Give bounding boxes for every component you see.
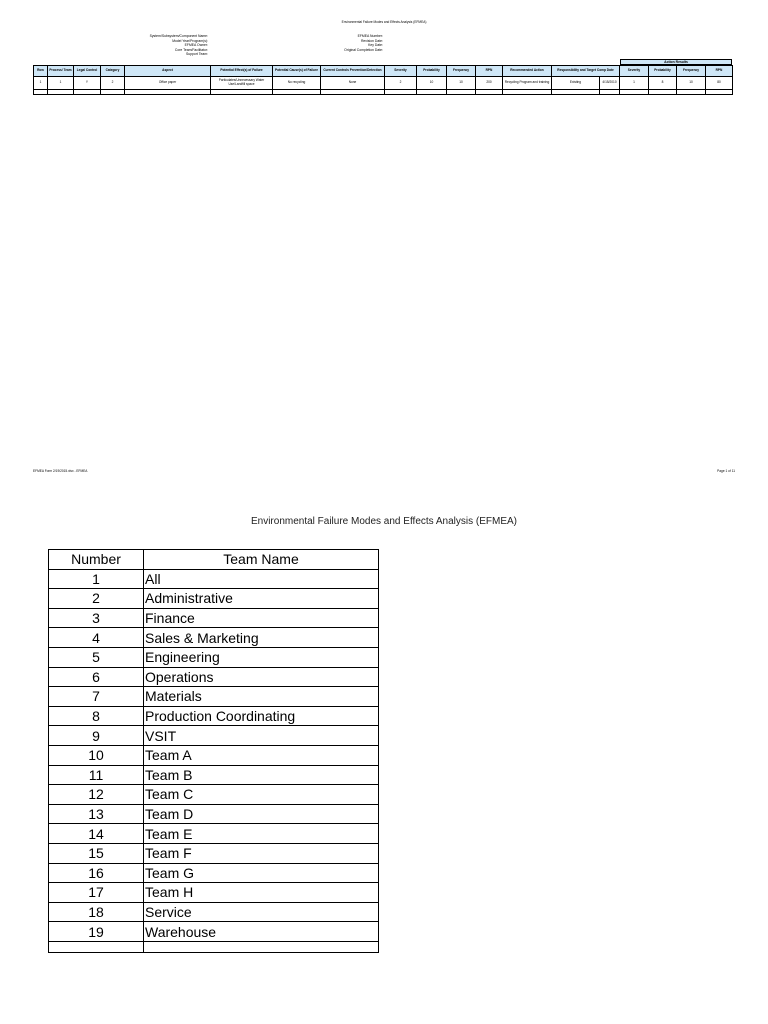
col-header: Potential Effect(s) of Failure <box>211 66 273 77</box>
col-header: Severity <box>385 66 417 77</box>
table-cell[interactable] <box>706 90 733 95</box>
table-cell[interactable] <box>552 90 600 95</box>
table-cell[interactable]: 1 <box>48 77 74 90</box>
team-name[interactable]: Administrative <box>144 589 379 609</box>
team-name[interactable]: Team F <box>144 843 379 863</box>
team-number[interactable]: 13 <box>49 804 144 824</box>
team-name[interactable]: Operations <box>144 667 379 687</box>
header-label-efmea-number: EFMEA Number: <box>357 34 383 38</box>
table-cell[interactable]: Particulates/Unnecessary Water Use/Landfill space <box>211 77 273 90</box>
team-name[interactable]: Team B <box>144 765 379 785</box>
team-name[interactable]: Sales & Marketing <box>144 628 379 648</box>
team-name[interactable]: Team E <box>144 824 379 844</box>
table-cell[interactable]: 10 <box>677 77 706 90</box>
col-header: Aspect <box>125 66 211 77</box>
table-cell[interactable] <box>125 90 211 95</box>
page1-title: Environmental Failure Modes and Effects Analysis (EFMEA) <box>341 20 427 24</box>
table-cell[interactable] <box>503 90 552 95</box>
header-label-model-year: Model Year/Program(s): <box>172 38 208 43</box>
action-results-header: Action Results <box>620 59 732 65</box>
table-row <box>34 77 733 90</box>
team-name[interactable]: VSIT <box>144 726 379 746</box>
team-name[interactable]: Team H <box>144 883 379 903</box>
col-header: RPN <box>476 66 503 77</box>
col-header: Frequency <box>447 66 476 77</box>
team-name[interactable]: Team C <box>144 785 379 805</box>
page-footer-page-number: Page 1 of 11 <box>717 469 735 473</box>
team-number[interactable]: 18 <box>49 902 144 922</box>
efmea-worksheet-table <box>33 65 733 95</box>
team-list-table <box>48 549 379 953</box>
team-number[interactable]: 14 <box>49 824 144 844</box>
table-cell[interactable] <box>417 90 447 95</box>
table-cell[interactable]: 200 <box>476 77 503 90</box>
col-header: Potential Cause(s) of Failure <box>273 66 321 77</box>
table-row <box>49 922 379 942</box>
team-name[interactable]: Materials <box>144 687 379 707</box>
table-cell[interactable]: 1 <box>620 77 649 90</box>
col-header: Row <box>34 66 48 77</box>
team-name[interactable]: Service <box>144 902 379 922</box>
team-number[interactable]: 5 <box>49 647 144 667</box>
table-row <box>49 824 379 844</box>
table-row <box>49 726 379 746</box>
header-label-revision-date: Revision Date: <box>360 38 383 43</box>
table-cell[interactable]: 8 <box>649 77 677 90</box>
team-name-column-header: Team Name <box>144 550 379 570</box>
table-row <box>49 902 379 922</box>
table-cell[interactable] <box>600 90 620 95</box>
table-cell[interactable] <box>677 90 706 95</box>
team-number[interactable]: 19 <box>49 922 144 942</box>
table-cell[interactable] <box>620 90 649 95</box>
team-number[interactable]: 15 <box>49 843 144 863</box>
header-label-owner: EFMEA Owner: <box>184 43 208 47</box>
team-number[interactable]: 17 <box>49 883 144 903</box>
table-cell[interactable]: 10 <box>417 77 447 90</box>
team-number[interactable]: 16 <box>49 863 144 883</box>
team-name[interactable]: Finance <box>144 608 379 628</box>
team-number[interactable]: 9 <box>49 726 144 746</box>
table-row <box>49 785 379 805</box>
table-cell[interactable]: 2 <box>385 77 417 90</box>
team-table-header-row <box>49 550 379 570</box>
table-cell[interactable] <box>48 90 74 95</box>
header-label-core-team: Core Team/Facilitator: <box>174 47 208 52</box>
table-cell[interactable]: No recycling <box>273 77 321 90</box>
table-cell[interactable] <box>101 90 125 95</box>
team-number[interactable]: 8 <box>49 706 144 726</box>
team-name[interactable]: Engineering <box>144 647 379 667</box>
col-header: Probability <box>417 66 447 77</box>
table-row <box>49 647 379 667</box>
team-name[interactable]: Warehouse <box>144 922 379 942</box>
table-row <box>49 608 379 628</box>
table-cell[interactable] <box>74 90 101 95</box>
table-cell[interactable]: Y <box>74 77 101 90</box>
table-cell[interactable]: Office paper <box>125 77 211 90</box>
col-header: Recommended Action <box>503 66 552 77</box>
table-row <box>49 745 379 765</box>
team-number[interactable]: 12 <box>49 785 144 805</box>
table-cell[interactable] <box>385 90 417 95</box>
table-cell[interactable] <box>447 90 476 95</box>
team-number[interactable]: 10 <box>49 745 144 765</box>
col-header: Probability <box>649 66 677 77</box>
team-number[interactable]: 3 <box>49 608 144 628</box>
header-label-support-team: Support Team: <box>186 52 208 56</box>
number-column-header: Number <box>49 550 144 570</box>
col-header: Responsibility and Target Comp Date <box>552 66 620 77</box>
team-number[interactable]: 6 <box>49 667 144 687</box>
table-row <box>49 667 379 687</box>
table-cell[interactable] <box>273 90 321 95</box>
table-row <box>49 628 379 648</box>
table-cell[interactable]: 80 <box>706 77 733 90</box>
table-cell[interactable] <box>321 90 385 95</box>
col-header: Category <box>101 66 125 77</box>
table-cell[interactable]: Recycling Program and training <box>503 77 552 90</box>
page-footer-filename: EFMEA Form 2/19/2015.xlsx - EFMEA <box>33 469 88 473</box>
col-header: Process/ Team <box>48 66 74 77</box>
team-name[interactable] <box>144 941 379 952</box>
col-header: Legal Control <box>74 66 101 77</box>
table-row <box>49 863 379 883</box>
team-number[interactable]: 11 <box>49 765 144 785</box>
table-row <box>49 589 379 609</box>
team-number[interactable] <box>49 941 144 952</box>
table-cell[interactable] <box>649 90 677 95</box>
team-name[interactable]: All <box>144 569 379 589</box>
table-row <box>49 706 379 726</box>
table-cell[interactable] <box>34 90 48 95</box>
col-header: RPN <box>706 66 733 77</box>
table-cell[interactable]: 4/15/2010 <box>600 77 620 90</box>
table-cell[interactable]: Existing <box>552 77 600 90</box>
table-row <box>49 843 379 863</box>
table-row <box>49 883 379 903</box>
team-number[interactable]: 4 <box>49 628 144 648</box>
table-row <box>49 765 379 785</box>
table-cell[interactable]: None <box>321 77 385 90</box>
table-row-empty <box>34 90 733 95</box>
team-number[interactable]: 2 <box>49 589 144 609</box>
col-header: Current Controls Prevention/Detection <box>321 66 385 77</box>
header-label-original-completion: Original Completion Date: <box>344 47 383 52</box>
header-label-system: System/Subsystem/Component Name: <box>149 34 208 38</box>
header-right-labels <box>300 34 383 52</box>
header-label-key-date: Key Date: <box>368 43 383 47</box>
table-cell[interactable]: 10 <box>447 77 476 90</box>
table-cell[interactable] <box>211 90 273 95</box>
team-name[interactable]: Production Coordinating <box>144 706 379 726</box>
team-name[interactable]: Team G <box>144 863 379 883</box>
team-name[interactable]: Team D <box>144 804 379 824</box>
col-header: Frequency <box>677 66 706 77</box>
table-cell[interactable]: 2 <box>101 77 125 90</box>
page2-title: Environmental Failure Modes and Effects Analysis (EFMEA) <box>250 516 518 527</box>
table-row <box>49 804 379 824</box>
table-row <box>49 687 379 707</box>
table-row <box>49 569 379 589</box>
header-left-labels <box>120 34 208 57</box>
team-name[interactable]: Team A <box>144 745 379 765</box>
table-cell[interactable]: 1 <box>34 77 48 90</box>
table-row-empty <box>49 941 379 952</box>
team-number[interactable]: 1 <box>49 569 144 589</box>
team-number[interactable]: 7 <box>49 687 144 707</box>
table-cell[interactable] <box>476 90 503 95</box>
col-header: Severity <box>620 66 649 77</box>
efmea-header-row <box>34 66 733 77</box>
